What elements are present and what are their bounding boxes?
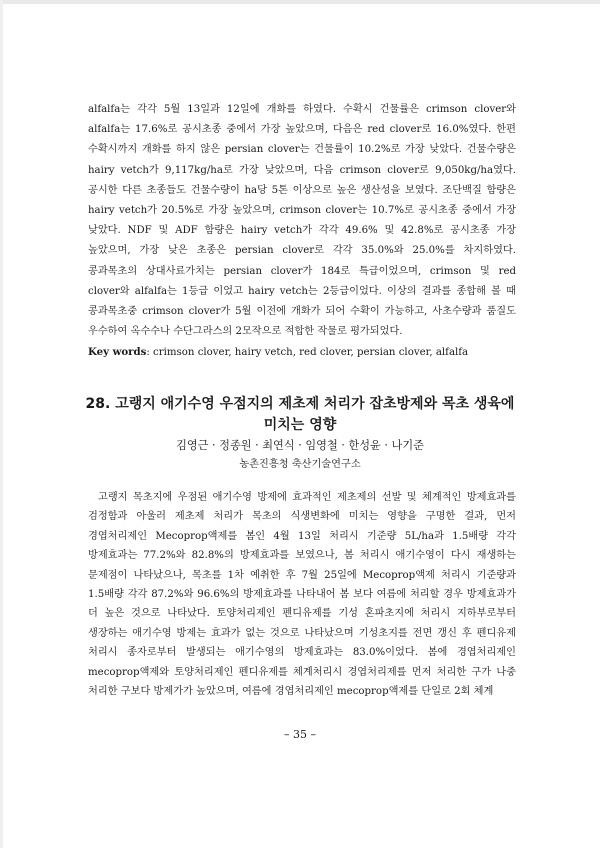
keywords-line bbox=[88, 342, 516, 363]
abstract-paragraph: alfalfa는 각각 5월 13일과 12일에 개화를 하였다. 수확시 건물률은 crimson clover와 alfalfa는 17.6%로 공시초종 중에서 가장 높았으며, 다음은 red clover로 16.0%였다. 한편 수확시까지 개화를 하지 않은 persian clover는 건물률이 10.2%로 가장 낮았다. 건물수량은 hairy vetch가 9,117kg/ha로 가장 낮았으며, 다음 crimson clover로 9,050kg/ha였다. 공시한 다른 초종들도 건물수량이 ha당 5톤 이상으로 높은 생산성을 보였다. 조단백질 함량은 hairy vetch가 20.5%로 가장 높았으며, crimson clover는 10.7%로 공시초종 중에서 가장 낮았다. NDF 및 ADF 함량은 hairy vetch가 각각 49.6% 및 42.8%로 공시초종 가장 높았으며, 가장 낮은 초종은 persian clover로 각각 35.0%와 25.0%를 차지하였다. 콩과목초의 상대사료가치는 persian clover가 184로 특급이었으며, crimson 및 red clover와 alfalfa는 1등급 이었고 hairy vetch는 2등급이었다. 이상의 결과를 종합해 볼 때 콩과목초중 crimson clover가 5월 이전에 개화가 되어 수확이 가능하고, 사초수량과 품질도 우수하여 옥수수나 수단그라스의 2모작으로 적합한 작물로 평가되었다. bbox=[88, 104, 516, 338]
page-number: – 35 – bbox=[284, 728, 316, 741]
article-body-paragraph: 고랭지 목초지에 우점된 애기수영 방제에 효과적인 제초제의 선발 및 체계적인 방제효과를 검정함과 아울러 제초제 처리가 목초의 식생변화에 미치는 영향을 구명한 결과, 먼저 경엽처리제인 Mecoprop액제를 봄인 4월 13일 처리시 기준량 5L/ha과 1.5배량 각각 방제효과는 77.2%와 82.8%의 방제효과를 보였으나, 봄 처리시 애기수영이 다시 재생하는 문제점이 나타났으나, 목초를 1차 예취한 후 7월 25일에 Mecoprop액제 처리시 기준량과 1.5배량 각각 87.2%와 96.6%의 방제효과를 나타내어 봄 보다 여름에 처리할 경우 방제효과가 더 높은 것으로 나타났다. 토양처리제인 펜디유제를 기성 혼파초지에 처리시 지하부로부터 생장하는 애기수영 방제는 효과가 없는 것으로 나타났으며 기성초지를 전면 갱신 후 펜디유제 처리시 종자로부터 발생되는 애기수영의 방제효과는 83.0%이었다. 봄에 경엽처리제인 mecoprop액제와 토양처리제인 펜디유제를 체계처리시 경엽처리제를 먼저 처리한 구가 나중 처리한 구보다 방제가가 높았으며, 여름에 경엽처리제인 mecoprop액제를 단일로 2회 체계 bbox=[88, 492, 516, 698]
scan-edge-top bbox=[0, 0, 600, 4]
article-authors: 김영근 · 정종원 · 최연식 · 임영철 · 한성윤 · 나기준 bbox=[176, 439, 424, 452]
article-title: 28. 고랭지 애기수영 우점지의 제초제 처리가 잡초방제와 목초 생육에 미치는 영향 bbox=[85, 396, 515, 433]
scan-edge-left bbox=[0, 0, 3, 848]
keywords-label: Key words bbox=[88, 346, 147, 359]
article-affiliation: 농촌진흥청 축산기술연구소 bbox=[239, 459, 361, 470]
previous-abstract bbox=[88, 100, 516, 364]
article-body bbox=[88, 488, 516, 701]
keywords-values: : crimson clover, hairy vetch, red clover, persian clover, alfalfa bbox=[146, 347, 469, 359]
